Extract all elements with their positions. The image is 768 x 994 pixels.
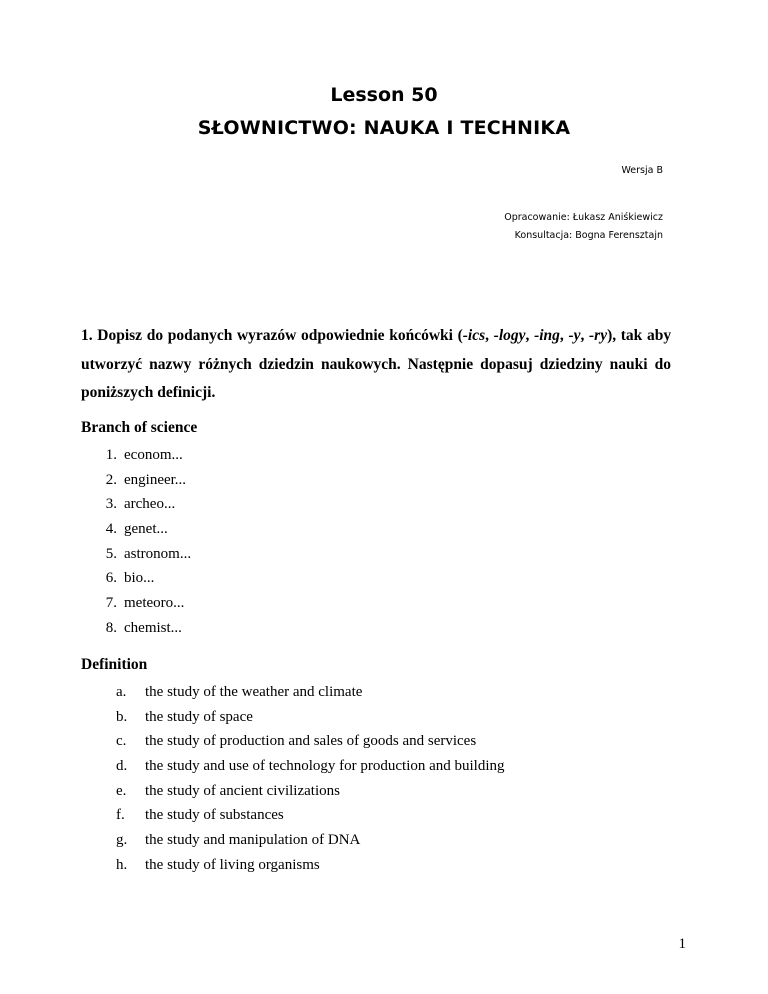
- list-marker: h.: [116, 856, 128, 873]
- list-item: [95, 591, 191, 616]
- list-item-text: archeo...: [124, 496, 176, 513]
- list-marker: 4.: [105, 521, 117, 538]
- list-marker: d.: [116, 758, 128, 775]
- suffix-ry: -ry: [589, 327, 608, 344]
- separator: ,: [580, 327, 590, 344]
- list-item: [116, 803, 505, 828]
- list-item-text: the study of production and sales of goods and services: [145, 733, 477, 750]
- definition-heading: Definition: [81, 656, 148, 673]
- list-item: [95, 492, 191, 517]
- list-item: [116, 754, 505, 779]
- list-marker: f.: [116, 807, 125, 824]
- suffix-logy: -logy: [493, 327, 526, 344]
- list-item: [95, 443, 191, 468]
- list-item-text: the study and manipulation of DNA: [145, 832, 361, 849]
- list-marker: e.: [116, 782, 127, 799]
- version-label: Wersja B: [621, 165, 663, 176]
- list-item: [116, 779, 505, 804]
- list-item-text: engineer...: [124, 471, 187, 488]
- task-instruction: [81, 322, 671, 408]
- list-marker: 7.: [105, 595, 117, 612]
- list-item-text: bio...: [124, 570, 155, 587]
- branch-list: [95, 443, 191, 641]
- suffix-ing: -ing: [534, 327, 560, 344]
- list-marker: 2.: [105, 471, 117, 488]
- list-item: [116, 680, 505, 705]
- list-item: [95, 566, 191, 591]
- lesson-subtitle: SŁOWNICTWO: NAUKA I TECHNIKA: [197, 117, 571, 139]
- list-marker: 5.: [105, 545, 117, 562]
- branch-heading: Branch of science: [81, 419, 198, 436]
- list-item: [95, 468, 191, 493]
- list-item-text: the study of living organisms: [145, 856, 320, 873]
- list-item-text: chemist...: [124, 619, 182, 636]
- list-item-text: the study of substances: [145, 807, 284, 824]
- list-marker: 1.: [105, 447, 117, 463]
- list-item-text: the study of space: [145, 708, 253, 725]
- list-item: [116, 729, 505, 754]
- task-number: 1.: [81, 327, 93, 344]
- separator: ,: [559, 327, 569, 344]
- list-item-text: genet...: [124, 521, 168, 538]
- page-number: 1: [678, 936, 686, 952]
- definition-list: [116, 680, 505, 878]
- list-marker: c.: [116, 733, 127, 750]
- consultation-credit: Konsultacja: Bogna Ferensztajn: [514, 230, 663, 241]
- task-text-before: Dopisz do podanych wyrazów odpowiednie końcówki (: [97, 327, 463, 344]
- list-item-text: the study and use of technology for production and building: [145, 758, 505, 775]
- list-item: [95, 517, 191, 542]
- list-item-text: the study of ancient civilizations: [145, 782, 340, 799]
- lesson-title: Lesson 50: [330, 84, 438, 106]
- suffix-y: -y: [568, 327, 581, 344]
- list-marker: b.: [116, 708, 128, 725]
- list-item: [95, 542, 191, 567]
- list-item-text: astronom...: [124, 545, 192, 562]
- list-marker: 6.: [105, 570, 117, 587]
- list-item-text: meteoro...: [124, 595, 185, 612]
- separator: ,: [485, 327, 494, 344]
- list-item: [116, 828, 505, 853]
- list-item-text: econom...: [124, 447, 183, 463]
- list-item: [95, 616, 191, 641]
- list-item: [116, 853, 505, 878]
- list-marker: a.: [116, 684, 127, 700]
- list-marker: 8.: [105, 619, 117, 636]
- separator: ,: [525, 327, 535, 344]
- list-item: [116, 705, 505, 730]
- author-credit: Opracowanie: Łukasz Aniśkiewicz: [504, 212, 663, 223]
- list-item-text: the study of the weather and climate: [145, 684, 363, 700]
- suffix-ics: -ics: [462, 327, 486, 344]
- list-marker: 3.: [105, 496, 117, 513]
- task-text-after: ), tak aby utworzyć nazwy różnych dziedzin naukowych. Następnie dopasuj dziedziny nauki do poniższych definicji.: [81, 327, 672, 401]
- list-marker: g.: [116, 832, 128, 849]
